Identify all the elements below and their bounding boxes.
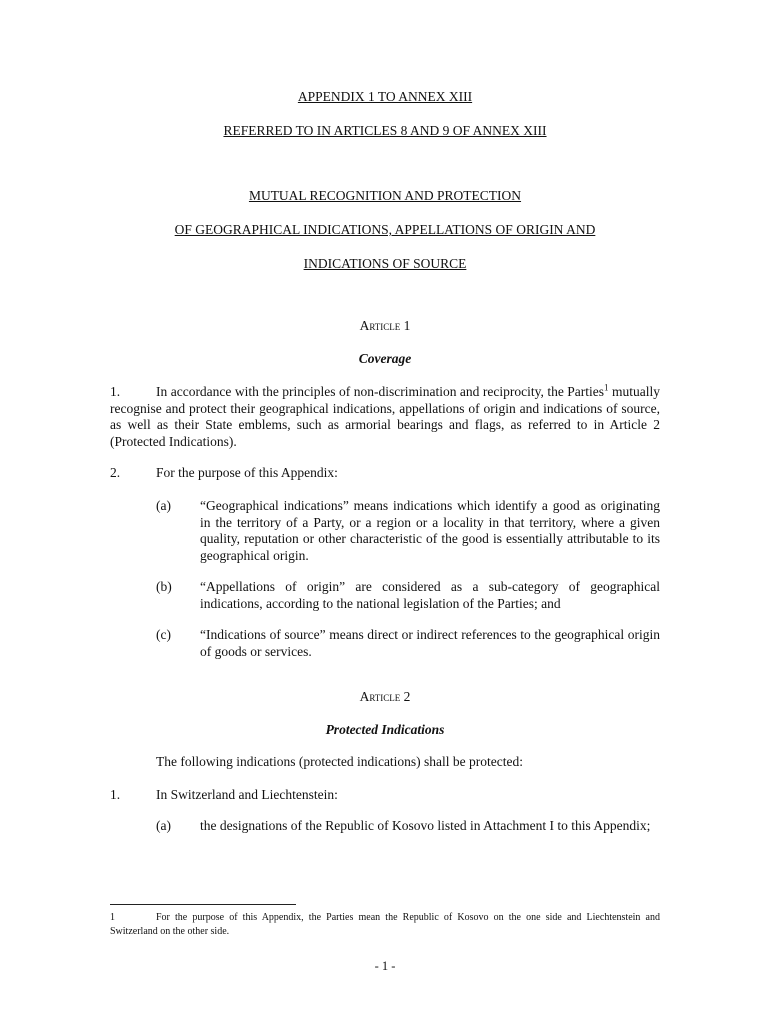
referred-heading: REFERRED TO IN ARTICLES 8 AND 9 OF ANNEX XIII — [223, 123, 547, 138]
footnote-text: For the purpose of this Appendix, the Parties mean the Republic of Kosovo on the one side and Liechtenstein and Switzerland on the other side. — [110, 912, 660, 937]
title-line-1: MUTUAL RECOGNITION AND PROTECTION — [248, 188, 522, 203]
footnote — [110, 911, 660, 939]
article-2-heading: Article 2 — [359, 689, 411, 704]
page-number: - 1 - — [374, 959, 396, 973]
article-1-paragraph-2-number: 2. — [110, 465, 121, 480]
article-1-heading: Article 1 — [359, 318, 411, 333]
paragraph-rest: mutually recognise and protect their geographical indications, appellations of origin and indications of source, as well as their State emblems, such as armorial bearings and flags, as referred to in Article 2 (Protected Indications). — [110, 384, 660, 449]
item-c-text: “Indications of source” means direct or indirect references to the geographical origin of goods or services. — [200, 627, 660, 659]
title-line-3: INDICATIONS OF SOURCE — [303, 256, 467, 271]
footnote-divider — [110, 904, 296, 905]
article-2-item-a-text: the designations of the Republic of Kosovo listed in Attachment I to this Appendix; — [200, 818, 651, 833]
article-2-intro: The following indications (protected indications) shall be protected: — [156, 754, 524, 769]
article-2-subtitle: Protected Indications — [325, 722, 445, 737]
item-a-text: “Geographical indications” means indications which identify a good as originating in the territory of a Party, or a region or a locality in that territory, where a given quality, reputation or other characteristic of the good is essentially attributable to its geographical origin. — [200, 498, 660, 563]
title-line-2: OF GEOGRAPHICAL INDICATIONS, APPELLATIONS OF ORIGIN AND — [174, 222, 596, 237]
item-b-text: “Appellations of origin” are considered as a sub-category of geographical indications, according to the national legislation of the Parties; and — [200, 579, 660, 611]
article-2-item-a-label: (a) — [156, 818, 171, 833]
appendix-heading: APPENDIX 1 TO ANNEX XIII — [297, 89, 473, 104]
article-1-subtitle: Coverage — [358, 351, 412, 366]
paragraph-number: 1. — [110, 384, 121, 399]
footnote-reference: 1 — [604, 382, 609, 393]
article-2-paragraph-1-text: In Switzerland and Liechtenstein: — [156, 787, 338, 802]
article-1-paragraph-1 — [110, 384, 660, 450]
paragraph-lead: In accordance with the principles of non-discrimination and reciprocity, the — [156, 384, 564, 399]
article-2-paragraph-1-number: 1. — [110, 787, 121, 802]
parties-word: Parties — [567, 384, 605, 399]
item-c-label: (c) — [156, 627, 171, 642]
item-b-label: (b) — [156, 579, 172, 594]
footnote-marker: 1 — [110, 912, 115, 923]
item-a-label: (a) — [156, 498, 171, 513]
article-1-paragraph-2-text: For the purpose of this Appendix: — [156, 465, 338, 480]
